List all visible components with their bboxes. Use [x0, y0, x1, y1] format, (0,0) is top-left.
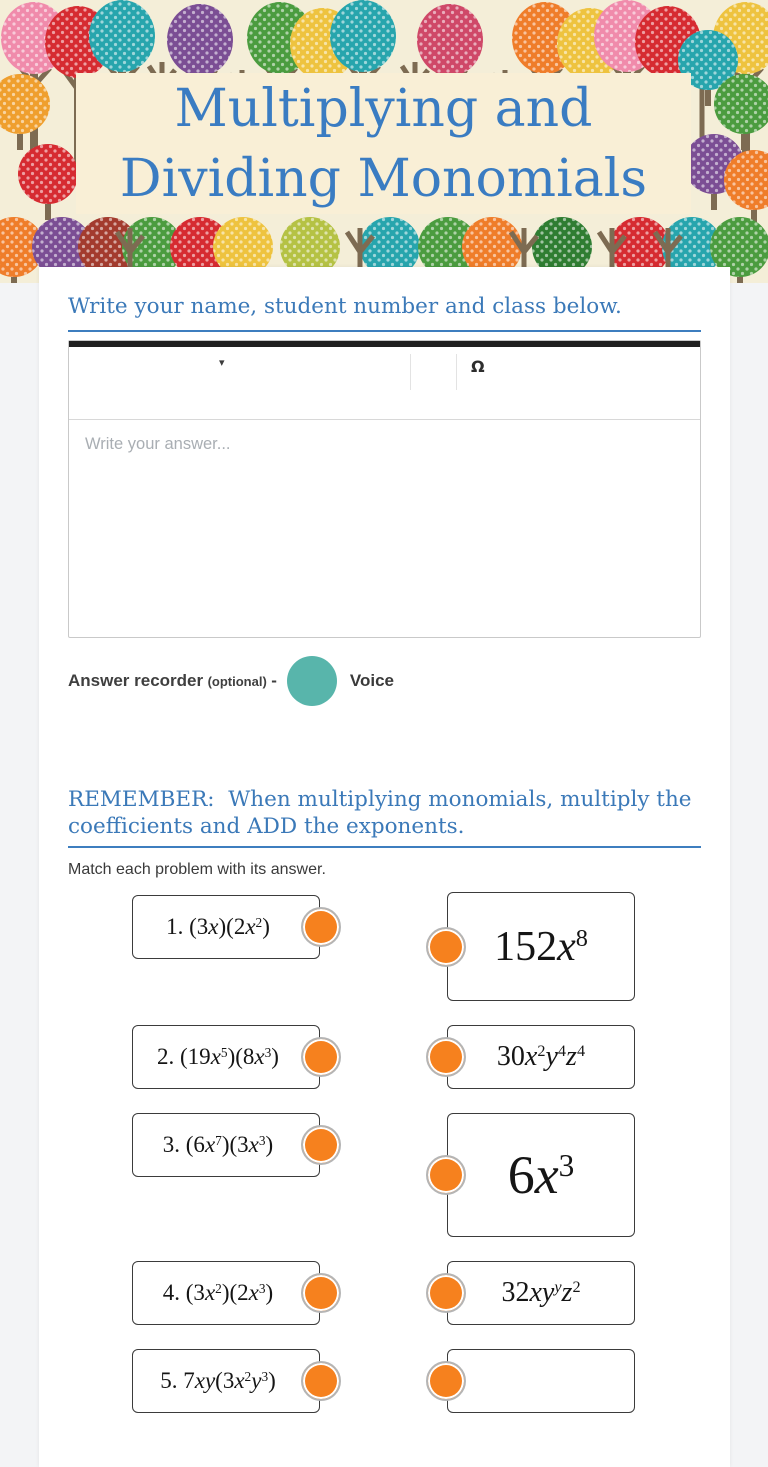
- match-connector-icon[interactable]: [301, 1361, 341, 1401]
- match-row: [68, 1113, 701, 1237]
- answer-text: $30x^2y^4z^4$: [496, 1041, 586, 1072]
- match-row: [68, 1025, 701, 1089]
- match-row: [68, 1349, 701, 1413]
- problem-text: 1. $(3x)(2x^2)$: [166, 914, 270, 939]
- answer-card[interactable]: [447, 1025, 635, 1089]
- problem-text: 3. $(6x^7)(3x^3)$: [162, 1132, 274, 1157]
- answer-text: $152x^8$: [494, 923, 588, 970]
- page-title: Multiplying and Dividing Monomials: [119, 78, 648, 209]
- answer-recorder-row: [68, 656, 701, 706]
- match-connector-icon[interactable]: [426, 1361, 466, 1401]
- match-connector-icon[interactable]: [426, 927, 466, 967]
- voice-label: Voice: [349, 671, 395, 690]
- match-connector-icon[interactable]: [426, 1273, 466, 1313]
- voice-record-button[interactable]: [287, 656, 337, 706]
- answer-recorder-label: Answer recorder: [68, 671, 204, 690]
- match-connector-icon[interactable]: [426, 1037, 466, 1077]
- problem-card[interactable]: [132, 895, 320, 959]
- answer-text: $32xy^yz^2$: [501, 1277, 581, 1308]
- answer-input[interactable]: [69, 420, 700, 637]
- answer-recorder-dash: -: [271, 671, 277, 690]
- toolbar-divider: [456, 354, 457, 390]
- editor-toolbar: [69, 347, 700, 420]
- match-connector-icon[interactable]: [301, 1037, 341, 1077]
- font-dropdown[interactable]: [69, 347, 409, 389]
- remember-section-heading: REMEMBER: When multiplying monomials, multiply the coefficients and ADD the exponents.: [68, 786, 701, 848]
- name-section-heading: Write your name, student number and class below.: [68, 293, 701, 332]
- problem-card[interactable]: [132, 1025, 320, 1089]
- problem-card[interactable]: [132, 1261, 320, 1325]
- match-row: [68, 892, 701, 1001]
- answer-card[interactable]: [447, 1113, 635, 1237]
- match-instruction: Match each problem with its answer.: [68, 861, 326, 878]
- header-banner: [0, 0, 768, 283]
- problem-text: 2. $(19x^5)(8x^3)$: [157, 1044, 279, 1069]
- title-banner: [76, 73, 691, 214]
- chevron-down-icon: ▾: [219, 357, 225, 369]
- problem-card[interactable]: [132, 1113, 320, 1177]
- match-connector-icon[interactable]: [301, 1273, 341, 1313]
- problem-text: 4. $(3x^2)(2x^3)$: [162, 1280, 274, 1305]
- match-row: [68, 1261, 701, 1325]
- match-connector-icon[interactable]: [301, 1125, 341, 1165]
- rich-text-editor: [68, 340, 701, 638]
- answer-recorder-optional: (optional): [207, 673, 267, 689]
- problem-card[interactable]: [132, 1349, 320, 1413]
- toolbar-divider: [410, 354, 411, 390]
- worksheet-card: [39, 267, 730, 1467]
- match-connector-icon[interactable]: [301, 907, 341, 947]
- match-list: [68, 892, 701, 1413]
- match-connector-icon[interactable]: [426, 1155, 466, 1195]
- answer-card[interactable]: [447, 1261, 635, 1325]
- answer-card[interactable]: [447, 1349, 635, 1413]
- answer-card[interactable]: [447, 892, 635, 1001]
- answer-text: $6x^3$: [507, 1145, 575, 1205]
- problem-text: 5. $7xy(3x^2y^3)$: [160, 1368, 276, 1393]
- special-characters-button[interactable]: Ω: [467, 353, 489, 380]
